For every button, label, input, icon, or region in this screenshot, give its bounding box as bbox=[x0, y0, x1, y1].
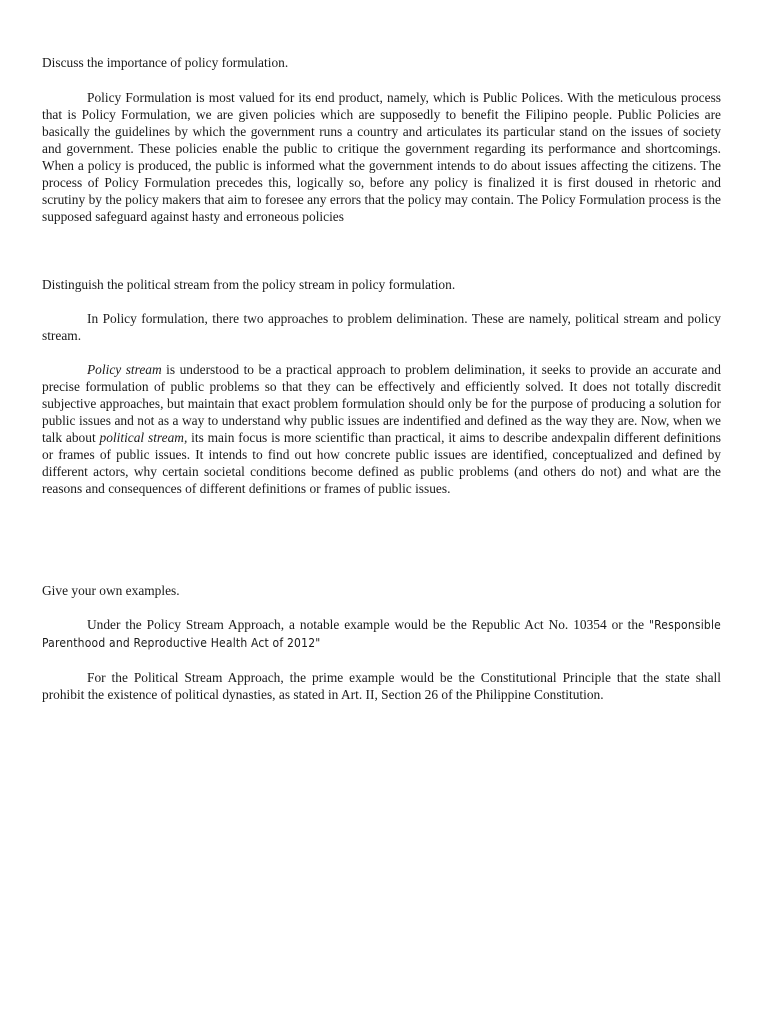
term-policy-stream: Policy stream bbox=[87, 362, 162, 377]
political-stream-description: its main focus is more scientific than practical, it aims to describe andexpalin different definitions or frames of public issues. It intends to find out how concrete public issues are identified, conceptualized and defined by different actors, why certain societal conditions become defined as public problems (and others do not) and what are the reasons and consequences of different definitions or frames of public issues. bbox=[42, 430, 722, 496]
question-political-vs-policy-stream: Distinguish the political stream from the policy stream in policy formulation. bbox=[42, 277, 456, 292]
document-page bbox=[42, 54, 721, 703]
answer-stream-comparison bbox=[42, 361, 721, 497]
question-policy-formulation-importance: Discuss the importance of policy formulation. bbox=[42, 55, 289, 70]
answer-political-stream-example: For the Political Stream Approach, the prime example would be the Constitutional Principle that the state shall prohibit the existence of political dynasties, as stated in Art. II, Section 26 of the Philippine Constitution. bbox=[42, 670, 721, 702]
question-own-examples: Give your own examples. bbox=[42, 583, 180, 598]
term-political-stream: political stream, bbox=[99, 430, 188, 445]
policy-stream-description: is understood to be a practical approach to problem delimination, it seeks to provide an accurate and precise formulation of public problems so that they can be effectively and efficiently solved. It does not totally discredit subjective approaches, but maintain that exact problem formulation should only be for the purpose of producing a solution for public issues and not as a way to understand why public issues are indentified and defined as the way they are. Now, when we talk about bbox=[42, 362, 721, 445]
answer-policy-stream-example bbox=[42, 616, 721, 652]
policy-stream-example-text: Under the Policy Stream Approach, a notable example would be the Republic Act No. 10354 or the bbox=[87, 617, 649, 632]
act-title-quote: "Responsible Parenthood and Reproductive Health Act of 2012" bbox=[42, 618, 721, 650]
answer-two-approaches: In Policy formulation, there two approaches to problem delimination. These are namely, political stream and policy stream. bbox=[42, 311, 721, 343]
answer-policy-formulation-importance: Policy Formulation is most valued for its end product, namely, which is Public Polices. With the meticulous process that is Policy Formulation, we are given policies which are supposedly to benefit the Filipino people. Public Policies are basically the guidelines by which the government runs a country and articulates its particular stand on the issues of society and government. These policies enable the public to critique the government regarding its performance and shortcomings. When a policy is produced, the public is informed what the government intends to do about issues affecting the citizens. The process of Policy Formulation precedes this, logically so, before any policy is finalized it is first doused in rhetoric and scrutiny by the policy makers that aim to foresee any errors that the policy may contain. The Policy Formulation process is the supposed safeguard against hasty and erroneous policies bbox=[42, 90, 721, 224]
